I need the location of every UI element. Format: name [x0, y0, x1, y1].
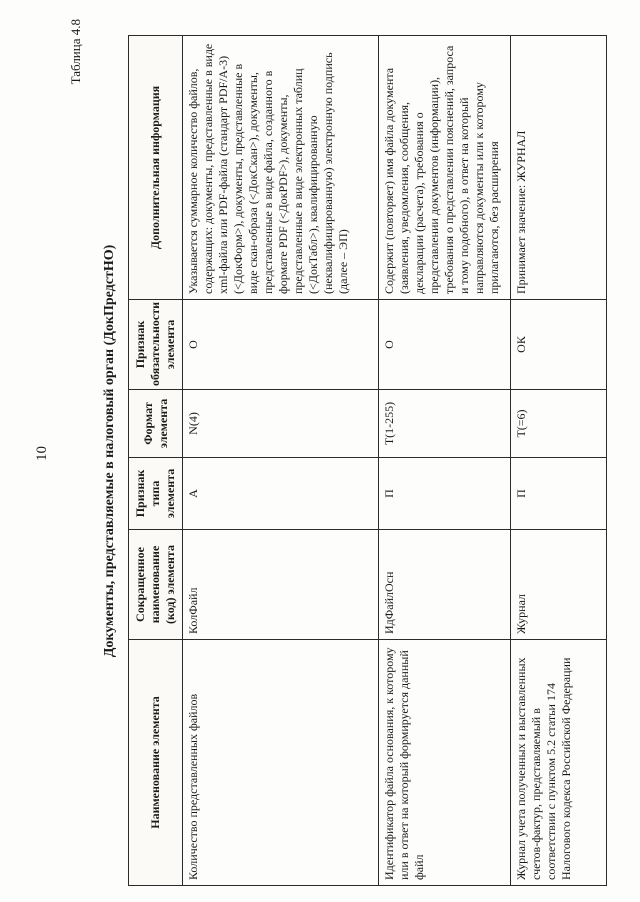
cell-required: ОК	[511, 300, 607, 390]
cell-format: T(=6)	[511, 390, 607, 458]
rotated-content	[20, 11, 620, 891]
cell-required: О	[379, 300, 511, 390]
table-row	[379, 36, 511, 886]
header-element-name: Наименование элемента	[129, 640, 183, 886]
table-row	[183, 36, 379, 886]
header-element-code: Сокращенное наименование (код) элемента	[129, 530, 183, 640]
page-number: 10	[34, 446, 50, 461]
header-row	[129, 36, 183, 886]
table-title: Документы, представляемые в налоговый орган (ДокПредстНО)	[102, 244, 117, 658]
cell-name: Журнал учета полученных и выставленных счетов-фактур, представляемый в соответствии с пунктом 5.2 статьи 174 Налогового кодекса Российской Федерации	[511, 640, 607, 886]
cell-info: Содержит (повторяет) имя файла документа (заявления, уведомления, сообщения, декларации (расчета), требования о представлении документов (информации), требования о представлении пояснений, запроса и тому подобного), в ответ на который направляются документы или к которому прилагаются, без расширения	[379, 36, 511, 300]
cell-code: Журнал	[511, 530, 607, 640]
table-row	[511, 36, 607, 886]
header-element-format: Формат элемента	[129, 390, 183, 458]
cell-type: А	[183, 458, 379, 530]
header-element-required: Признак обязательности элемента	[129, 300, 183, 390]
cell-required: О	[183, 300, 379, 390]
cell-code: ИдФайлОсн	[379, 530, 511, 640]
cell-name: Количество представленных файлов	[183, 640, 379, 886]
cell-type: П	[379, 458, 511, 530]
elements-table	[128, 35, 607, 886]
cell-name: Идентификатор файла основания, к которому или в ответ на который формируется данный файл	[379, 640, 511, 886]
cell-info: Принимает значение: ЖУРНАЛ	[511, 36, 607, 300]
cell-type: П	[511, 458, 607, 530]
cell-code: КолФайл	[183, 530, 379, 640]
cell-format: N(4)	[183, 390, 379, 458]
header-element-type: Признак типа элемента	[129, 458, 183, 530]
cell-format: T(1-255)	[379, 390, 511, 458]
table-label: Таблица 4.8	[68, 19, 83, 85]
cell-info: Указывается суммарное количество файлов, содержащих: документы, представленные в виде xml-файла или PDF-файла (стандарт PDF/A-3) (<ДокФорм>), документы, представленные в виде скан-образа (<ДокСкан>), документы, представленные в виде файла, созданного в формате PDF (<ДокPDF>), документы, представленные в виде электронных таблиц (<ДокТабл>), квалифицированную (неквалифицированную) электронную подпись (далее – ЭП)	[183, 36, 379, 300]
header-additional-info: Дополнительная информация	[129, 36, 183, 300]
